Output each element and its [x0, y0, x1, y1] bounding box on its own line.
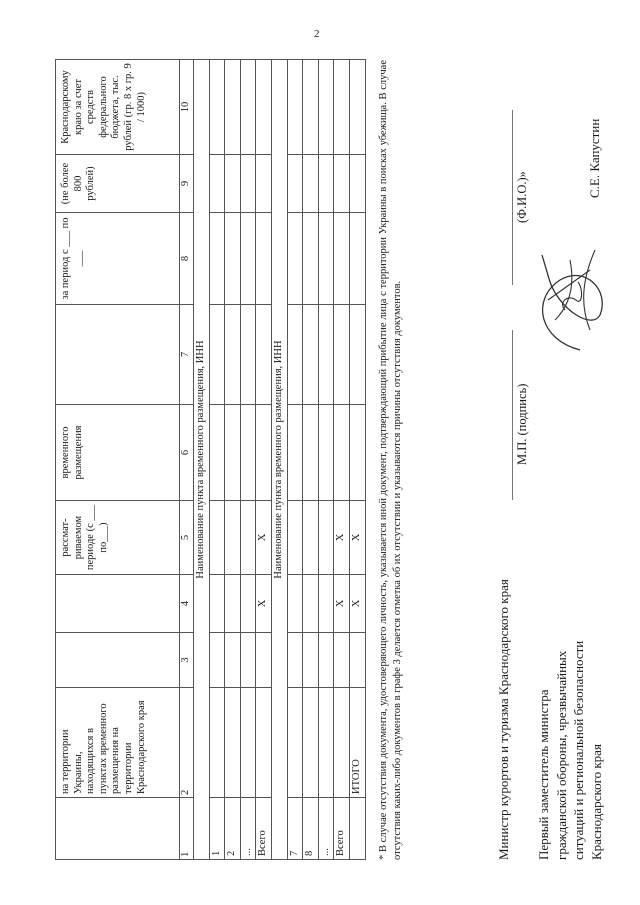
- table-cell: [287, 575, 303, 633]
- table-cell: [256, 633, 272, 688]
- table-cell: [256, 155, 272, 213]
- table-cell: [303, 575, 319, 633]
- handwritten-signature-icon: [520, 240, 620, 360]
- table-cell: [334, 405, 350, 501]
- table-cell: ИТОГО: [349, 688, 365, 798]
- table-cell: [303, 155, 319, 213]
- table-cell: [240, 688, 256, 798]
- table-row: [256, 60, 272, 860]
- table-cell: [318, 575, 334, 633]
- table-row: [209, 60, 225, 860]
- table-cell: [56, 798, 180, 860]
- table-cell: 4: [180, 575, 194, 633]
- table-row: [56, 60, 180, 860]
- table-cell: [318, 305, 334, 405]
- table-cell: 5: [180, 501, 194, 575]
- table-cell: [303, 60, 319, 155]
- table-cell: [56, 575, 180, 633]
- table-cell: [256, 305, 272, 405]
- table-cell: Краснодарскому краю за счет средств федерального бюджета, тыс. рублей (гр. 8 х гр. 9 / 1000): [56, 60, 180, 155]
- table-cell: 7: [287, 798, 303, 860]
- table-cell: рассмат-риваемом периоде (с ___ по___): [56, 501, 180, 575]
- deputy-line-1: Первый заместитель министра: [536, 689, 551, 860]
- table-cell: [287, 633, 303, 688]
- table-cell: [225, 501, 241, 575]
- table-cell: [318, 213, 334, 305]
- table-cell: [334, 633, 350, 688]
- table-cell: [225, 633, 241, 688]
- table-cell: [318, 60, 334, 155]
- table-cell: [225, 155, 241, 213]
- table-cell: [209, 501, 225, 575]
- table-cell: Х: [256, 501, 272, 575]
- table-cell: Всего: [256, 798, 272, 860]
- table-cell: ...: [318, 798, 334, 860]
- table-cell: [287, 155, 303, 213]
- table-cell: [318, 688, 334, 798]
- table-cell: [318, 501, 334, 575]
- signature-line: [512, 330, 513, 500]
- table-cell: [209, 155, 225, 213]
- fio-caption: (Ф.И.О.)»: [515, 171, 529, 223]
- table-cell: [287, 405, 303, 501]
- table-cell: [209, 405, 225, 501]
- table-cell: [209, 60, 225, 155]
- deputy-title: [535, 641, 605, 860]
- report-table-body: [56, 60, 366, 860]
- table-cell: [225, 213, 241, 305]
- deputy-line-2: гражданской обороны, чрезвычайных: [553, 650, 569, 860]
- table-cell: [349, 798, 365, 860]
- table-cell: Х: [334, 575, 350, 633]
- table-cell: [349, 305, 365, 405]
- table-cell: [334, 155, 350, 213]
- table-cell: 9: [180, 155, 194, 213]
- section-title: Наименование пункта временного размещения, ИНН: [271, 60, 287, 860]
- page-number: 2: [314, 28, 320, 40]
- table-cell: [287, 501, 303, 575]
- table-row: [334, 60, 350, 860]
- section-title: Наименование пункта временного размещения, ИНН: [194, 60, 210, 860]
- section-header-row: [271, 60, 287, 860]
- table-cell: [287, 60, 303, 155]
- table-cell: [56, 305, 180, 405]
- table-cell: [349, 155, 365, 213]
- minister-title: Министр курортов и туризма Краснодарского края: [496, 579, 511, 860]
- table-cell: [240, 405, 256, 501]
- table-cell: 6: [180, 405, 194, 501]
- table-cell: 2: [225, 798, 241, 860]
- report-table-wrapper: [55, 60, 366, 860]
- table-cell: [240, 60, 256, 155]
- section-header-row: [194, 60, 210, 860]
- table-cell: [225, 575, 241, 633]
- table-cell: [303, 688, 319, 798]
- table-cell: [256, 213, 272, 305]
- table-cell: [225, 60, 241, 155]
- table-cell: [256, 405, 272, 501]
- table-cell: [287, 213, 303, 305]
- table-row: [303, 60, 319, 860]
- table-cell: [349, 213, 365, 305]
- table-cell: 1: [180, 798, 194, 860]
- table-cell: [334, 60, 350, 155]
- table-cell: [209, 633, 225, 688]
- table-cell: [349, 633, 365, 688]
- table-cell: [349, 405, 365, 501]
- deputy-line-4: Краснодарского края: [588, 744, 604, 860]
- table-cell: на территории Украины, находящихся в пунктах временного размещения на территории Краснодарского края: [56, 688, 180, 798]
- table-row: [318, 60, 334, 860]
- table-cell: 1: [209, 798, 225, 860]
- table-cell: [334, 688, 350, 798]
- table-row: [240, 60, 256, 860]
- table-cell: [240, 501, 256, 575]
- table-cell: [349, 60, 365, 155]
- table-cell: [225, 305, 241, 405]
- table-cell: Х: [256, 575, 272, 633]
- table-cell: 8: [303, 798, 319, 860]
- table-cell: [287, 305, 303, 405]
- table-cell: [209, 213, 225, 305]
- table-cell: [209, 305, 225, 405]
- table-cell: [318, 633, 334, 688]
- table-cell: [256, 60, 272, 155]
- table-cell: [303, 501, 319, 575]
- table-cell: Всего: [334, 798, 350, 860]
- table-cell: [240, 305, 256, 405]
- table-cell: [303, 305, 319, 405]
- table-cell: 7: [180, 305, 194, 405]
- deputy-name: С.Е. Капустин: [587, 118, 602, 198]
- table-cell: за период с ___ по ___: [56, 213, 180, 305]
- table-cell: 2: [180, 688, 194, 798]
- table-cell: [225, 688, 241, 798]
- fio-line: [512, 110, 513, 285]
- table-cell: [240, 213, 256, 305]
- table-cell: [318, 155, 334, 213]
- table-cell: ...: [240, 798, 256, 860]
- deputy-line-3: ситуаций и региональной безопасности: [571, 640, 587, 860]
- table-cell: временного размещения: [56, 405, 180, 501]
- table-cell: Х: [349, 501, 365, 575]
- table-row: [225, 60, 241, 860]
- table-cell: [303, 213, 319, 305]
- table-cell: 8: [180, 213, 194, 305]
- table-cell: 10: [180, 60, 194, 155]
- mp-caption: М.П. (подпись): [515, 383, 529, 465]
- table-cell: [318, 405, 334, 501]
- table-cell: [303, 633, 319, 688]
- table-cell: [56, 633, 180, 688]
- table-cell: [209, 688, 225, 798]
- table-cell: [303, 405, 319, 501]
- table-cell: [240, 155, 256, 213]
- report-table: [55, 59, 366, 860]
- table-cell: [225, 405, 241, 501]
- table-cell: [334, 305, 350, 405]
- table-cell: [334, 213, 350, 305]
- table-cell: [287, 688, 303, 798]
- table-row: [287, 60, 303, 860]
- table-row: [349, 60, 365, 860]
- table-cell: [256, 688, 272, 798]
- table-cell: (не более 800 рублей): [56, 155, 180, 213]
- table-cell: Х: [349, 575, 365, 633]
- table-cell: [240, 575, 256, 633]
- table-cell: 3: [180, 633, 194, 688]
- table-cell: Х: [334, 501, 350, 575]
- table-cell: [240, 633, 256, 688]
- table-cell: [209, 575, 225, 633]
- table-row: [180, 60, 194, 860]
- footnote: * В случае отсутствия документа, удостоверяющего личность, указывается иной документ, подтверждающий прибытие лица с территории Украины в поисках убежища. В случае отсутствия каких-либо документов в графе 3 делается отметка об их отсутствии и указываются причины отсутствия документов.: [378, 60, 404, 860]
